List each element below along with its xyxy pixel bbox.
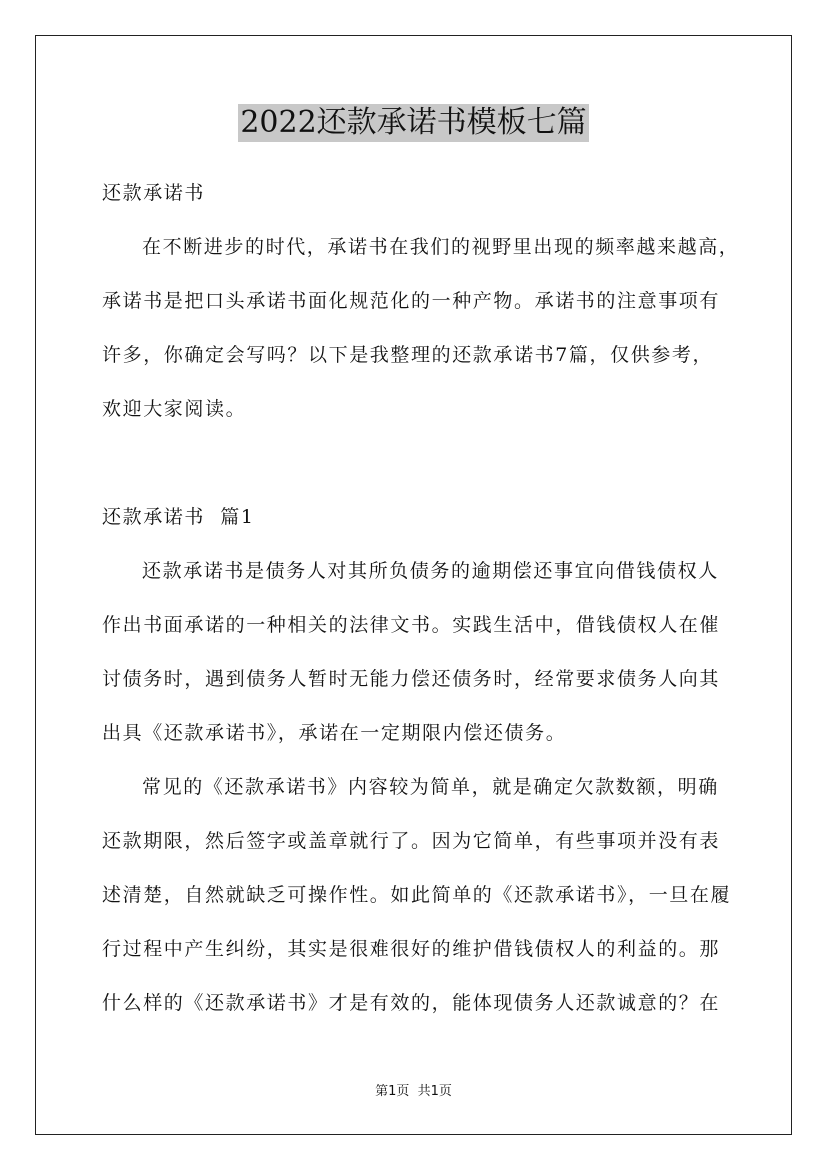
- section1-para1-line: 作出书面承诺的一种相关的法律文书。实践生活中，借钱债权人在催: [102, 614, 721, 636]
- section1-para1-line: 讨债务时，遇到债务人暂时无能力偿还债务时，经常要求债务人向其: [102, 668, 721, 690]
- section1-para2-line: 还款期限，然后签字或盖章就行了。因为它简单，有些事项并没有表: [102, 830, 721, 852]
- main-heading: 还款承诺书: [102, 182, 206, 204]
- intro-line: 欢迎大家阅读。: [102, 398, 247, 420]
- intro-line: 在不断进步的时代，承诺书在我们的视野里出现的频率越来越高，: [142, 236, 740, 258]
- document-title: 2022还款承诺书模板七篇: [240, 105, 587, 140]
- intro-line: 许多，你确定会写吗？以下是我整理的还款承诺书7篇，仅供参考，: [102, 344, 714, 366]
- section1-para2-line: 行过程中产生纠纷，其实是很难很好的维护借钱债权人的利益的。那: [102, 938, 721, 960]
- blank-line: [102, 442, 728, 496]
- page-footer: 第1页 共1页: [375, 1084, 452, 1099]
- document-body: [102, 172, 740, 1036]
- intro-line: 承诺书是把口头承诺书面化规范化的一种产物。承诺书的注意事项有: [102, 290, 721, 312]
- title-container: [0, 104, 827, 142]
- section1-para1-line: 出具《还款承诺书》，承诺在一定期限内偿还债务。: [102, 722, 567, 744]
- section1-para2-line: 常见的《还款承诺书》内容较为简单，就是确定欠款数额，明确: [142, 776, 719, 798]
- section-heading: 还款承诺书 篇1: [102, 506, 255, 528]
- section1-para1-line: 还款承诺书是债务人对其所负债务的逾期偿还事宜向借钱债权人: [142, 560, 719, 582]
- section1-para2-line: 述清楚，自然就缺乏可操作性。如此简单的《还款承诺书》，一旦在履: [102, 884, 732, 906]
- section1-para2-line: 什么样的《还款承诺书》才是有效的，能体现债务人还款诚意的？在: [102, 992, 721, 1014]
